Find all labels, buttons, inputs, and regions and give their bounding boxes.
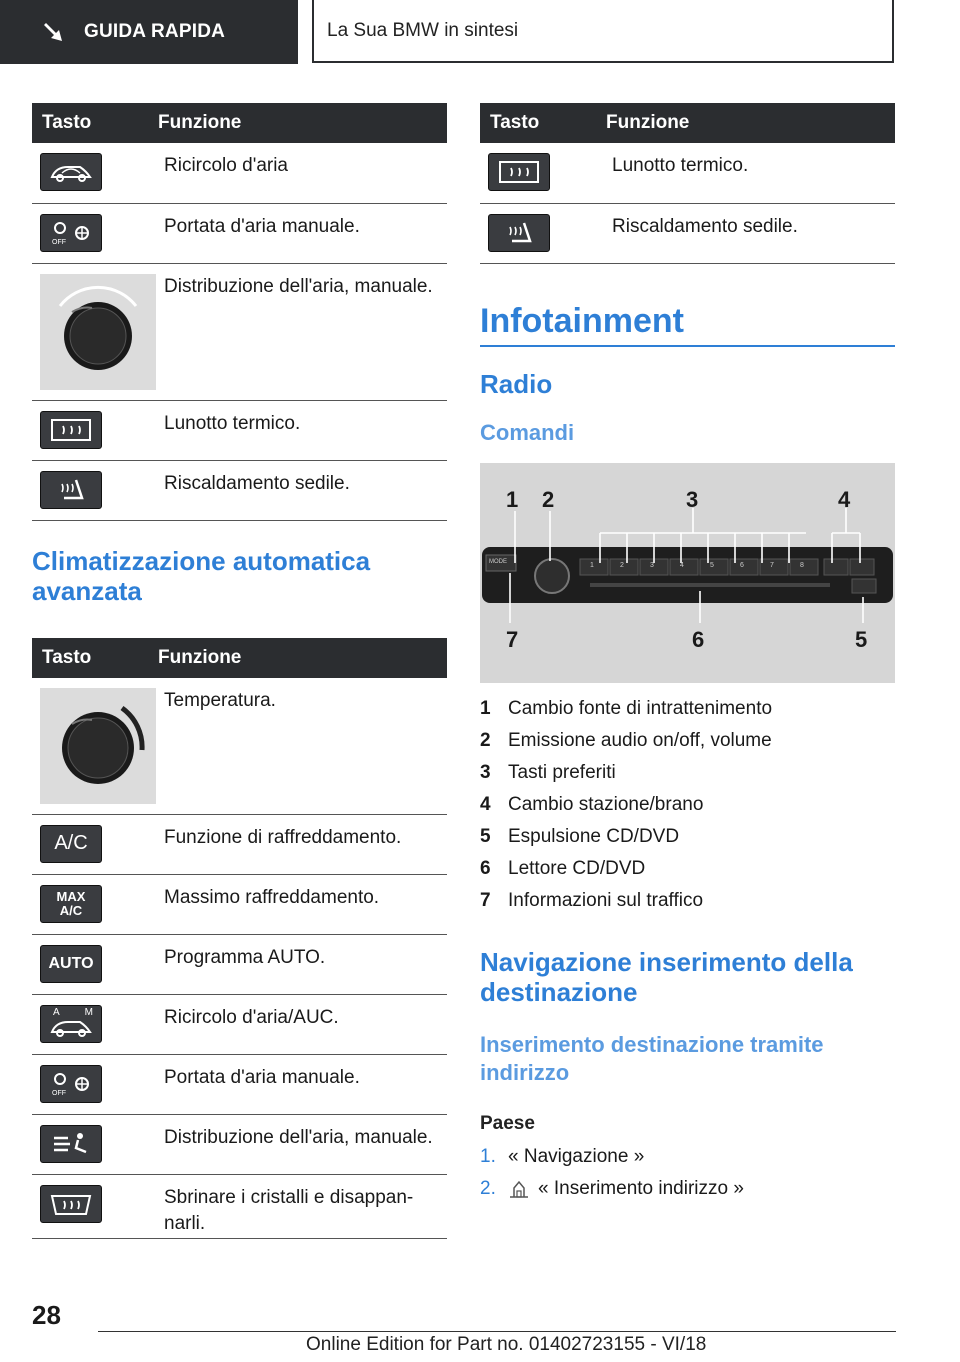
list-item: 3 Tasti preferiti [480,761,616,783]
col-header-function: Funzione [158,103,447,143]
preset-label: 5 [710,561,714,569]
callout-2: 2 [542,486,555,512]
ac-label: A/C [54,832,88,854]
function-text: Distribuzione dell'aria, manuale. [158,263,447,400]
function-text: Portata d'aria manuale. [158,203,447,263]
table-row [32,263,447,400]
controls-table-1 [32,103,447,521]
function-text: Temperatura. [158,678,447,815]
left-column [32,103,447,1239]
infotainment-heading: Infotainment [480,302,895,347]
list-item: 6 Lettore CD/DVD [480,857,646,879]
list-item: 4 Cambio stazione/brano [480,793,704,815]
svg-text:OFF: OFF [52,1089,66,1097]
max-label: MAX [56,888,86,904]
recirculation-icon [40,153,102,191]
col-header-function: Funzione [606,103,895,143]
function-text: Lunotto termico. [158,400,447,460]
windshield-defrost-icon [40,1185,102,1223]
preset-label: 2 [620,561,624,569]
fan-off-icon [40,1065,102,1103]
preset-label: 6 [740,561,744,569]
footer-divider [98,1331,896,1332]
ac-label: A/C [59,902,83,918]
controls-heading: Comandi [480,419,575,445]
table-row [32,203,447,263]
steps-list [480,1141,895,1205]
seat-heating-icon [488,214,550,252]
list-item: 1. « Navigazione » [480,1145,645,1167]
climate-heading: Climatizzazione automatica avanzata [32,545,371,606]
function-text: Programma AUTO. [158,934,447,994]
list-item: 7 Informazioni sul traffico [480,889,704,911]
auc-a-label: A [53,1006,60,1018]
function-text: Riscaldamento sedile. [158,460,447,520]
callout-7: 7 [506,626,519,652]
col-header-key: Tasto [32,103,158,143]
edition-text: Online Edition for Part no. 01402723155 - VI/18 [306,1334,707,1355]
preset-label: 4 [680,561,684,569]
table-row [32,1114,447,1174]
function-text: Distribuzione dell'aria, manuale. [158,1114,447,1174]
chapter-title: La Sua BMW in sintesi [327,19,519,41]
air-distribution-knob-icon [40,274,156,390]
section-title: GUIDA RAPIDA [84,21,226,42]
col-header-function: Funzione [158,638,447,678]
table-row [32,400,447,460]
function-text: Lunotto termico. [606,143,895,203]
controls-table-2 [32,638,447,1239]
table-row [32,1054,447,1114]
callout-6: 6 [692,626,705,652]
rear-defrost-icon [488,153,550,191]
table-row [32,678,447,815]
function-text: Riscaldamento sedile. [606,203,895,263]
table-row [32,143,447,203]
col-header-key: Tasto [32,638,158,678]
preset-label: 3 [650,561,654,569]
right-column [480,103,895,1205]
auto-label: AUTO [48,954,94,972]
function-text: Funzione di raffreddamento. [158,814,447,874]
table-row [32,814,447,874]
callout-4: 4 [838,486,851,512]
function-text: Massimo raffreddamento. [158,874,447,934]
section-tab [0,0,298,64]
table-row [32,994,447,1054]
function-text: Ricircolo d'aria/AUC. [158,994,447,1054]
air-distribution-icon [40,1125,102,1163]
auc-recirculation-icon [40,1005,102,1043]
address-heading: Inserimento destinazione tramite indirizzo [480,1031,824,1085]
auc-m-label: M [84,1006,93,1018]
radio-panel-figure [480,463,895,683]
country-heading: Paese [480,1112,535,1134]
table-row [32,1174,447,1238]
fan-off-icon [40,214,102,252]
list-item: 2 Emissione audio on/off, volume [480,729,772,751]
table-row [32,874,447,934]
function-text: Sbrinare i cristalli e disappan-narli. [158,1174,447,1238]
svg-text:OFF: OFF [52,238,66,246]
preset-label: 1 [590,561,594,569]
table-row [480,143,895,203]
preset-label: 7 [770,561,774,569]
table-row [32,934,447,994]
radio-heading: Radio [480,368,553,399]
auto-icon [40,945,102,983]
seat-heating-icon [40,471,102,509]
controls-table-3 [480,103,895,264]
rear-defrost-icon [40,411,102,449]
function-text: Ricircolo d'aria [158,143,447,203]
ac-icon [40,825,102,863]
table-row [32,460,447,520]
function-text: Portata d'aria manuale. [158,1054,447,1114]
page-number: 28 [32,1300,61,1330]
address-entry-icon [508,1178,530,1200]
callout-5: 5 [855,626,868,652]
quick-guide-icon [42,21,64,43]
list-item: 2. « Inserimento indirizzo » [480,1177,744,1199]
list-item: 5 Espulsione CD/DVD [480,825,680,847]
callout-1: 1 [506,486,519,512]
preset-label: 8 [800,561,804,569]
callout-3: 3 [686,486,699,512]
col-header-key: Tasto [480,103,606,143]
list-item: 1 Cambio fonte di intrattenimento [480,697,773,719]
max-ac-icon [40,885,102,923]
table-row [480,203,895,263]
mode-label: MODE [489,558,507,565]
radio-legend [480,693,895,917]
temperature-knob-icon [40,688,156,804]
navigation-heading: Navigazione inserimento della destinazione [480,946,853,1007]
chapter-tab [312,0,894,63]
